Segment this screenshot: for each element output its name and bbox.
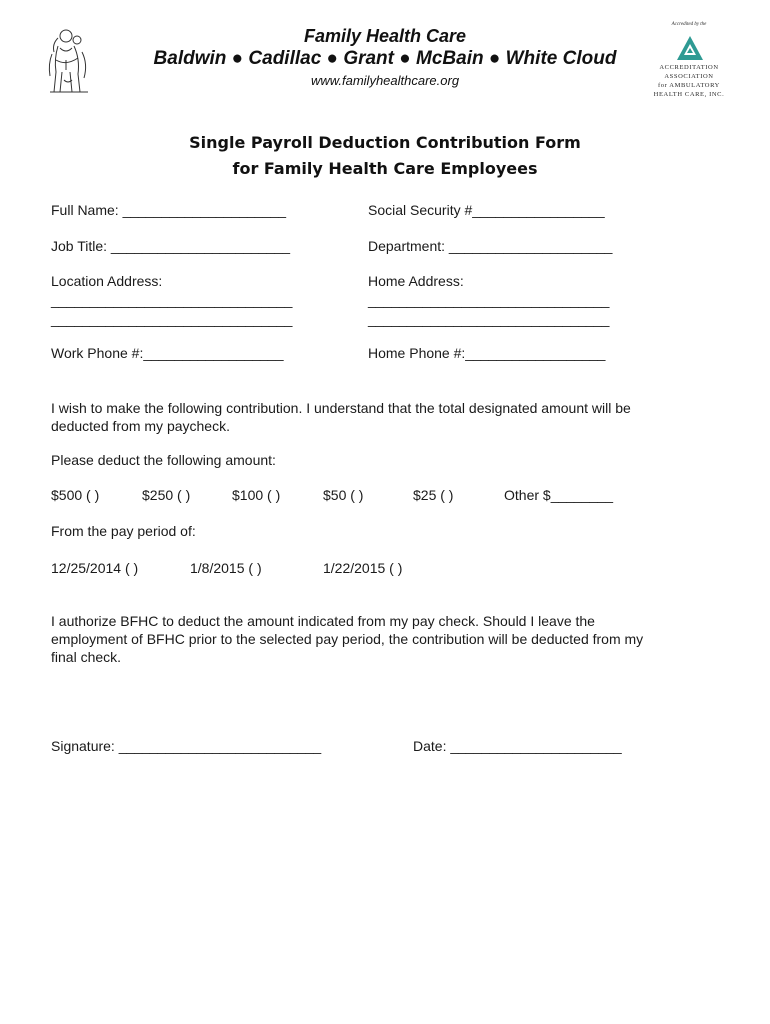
date-field[interactable]: Date: ______________________: [413, 738, 622, 754]
amount-option-250[interactable]: $250 ( ): [142, 487, 191, 503]
signature-field[interactable]: Signature: __________________________: [51, 738, 322, 754]
form-title-line1: Single Payroll Deduction Contribution Form: [189, 133, 581, 152]
accreditation-line2: ASSOCIATION: [664, 73, 714, 80]
amount-option-25[interactable]: $25 ( ): [413, 487, 454, 503]
triangle-icon: [676, 35, 704, 61]
pay-period-option-3[interactable]: 1/22/2015 ( ): [323, 560, 403, 576]
locations-line: Baldwin ● Cadillac ● Grant ● McBain ● White Cloud: [153, 48, 617, 69]
job-title-field[interactable]: Job Title: _______________________: [51, 238, 290, 254]
form-title-line2: for Family Health Care Employees: [232, 159, 538, 178]
accreditation-line3: for AMBULATORY: [658, 82, 720, 89]
deduct-prompt: Please deduct the following amount:: [51, 452, 276, 468]
accreditation-line1: ACCREDITATION: [659, 64, 719, 71]
amount-option-other[interactable]: Other $________: [504, 487, 613, 503]
website: www.familyhealthcare.org: [310, 73, 460, 88]
pay-period-option-2[interactable]: 1/8/2015 ( ): [190, 560, 262, 576]
home-address-line2[interactable]: _______________________________: [368, 311, 610, 327]
org-name: Family Health Care: [303, 26, 467, 46]
department-field[interactable]: Department: _____________________: [368, 238, 613, 254]
amount-option-100[interactable]: $100 ( ): [232, 487, 281, 503]
ssn-field[interactable]: Social Security #_________________: [368, 202, 605, 218]
home-address-line1[interactable]: _______________________________: [368, 292, 610, 308]
pay-period-prompt: From the pay period of:: [51, 523, 196, 539]
contribution-intro: [51, 399, 731, 435]
location-address-line1[interactable]: _______________________________: [51, 292, 293, 308]
location-address-line2[interactable]: _______________________________: [51, 311, 293, 327]
authorization-line2: employment of BFHC prior to the selected pay period, the contribution will be deducted from my: [51, 631, 644, 647]
amount-option-50[interactable]: $50 ( ): [323, 487, 364, 503]
home-phone-field[interactable]: Home Phone #:__________________: [368, 345, 606, 361]
work-phone-field[interactable]: Work Phone #:__________________: [51, 345, 284, 361]
authorization-line3: final check.: [51, 649, 122, 665]
location-address-label: Location Address:: [51, 273, 163, 289]
accreditation-caption: Accredited by the: [671, 22, 707, 27]
accreditation-line4: HEALTH CARE, INC.: [653, 91, 725, 98]
amount-option-500[interactable]: $500 ( ): [51, 487, 100, 503]
authorization-text: [51, 612, 741, 666]
authorization-line1: I authorize BFHC to deduct the amount indicated from my pay check. Should I leave the: [51, 613, 595, 629]
home-address-label: Home Address:: [368, 273, 464, 289]
full-name-field[interactable]: Full Name: _____________________: [51, 202, 287, 218]
pay-period-option-1[interactable]: 12/25/2014 ( ): [51, 560, 139, 576]
contribution-intro-line2: deducted from my paycheck.: [51, 418, 230, 434]
contribution-intro-line1: I wish to make the following contribution. I understand that the total designated amount will be: [51, 400, 631, 416]
